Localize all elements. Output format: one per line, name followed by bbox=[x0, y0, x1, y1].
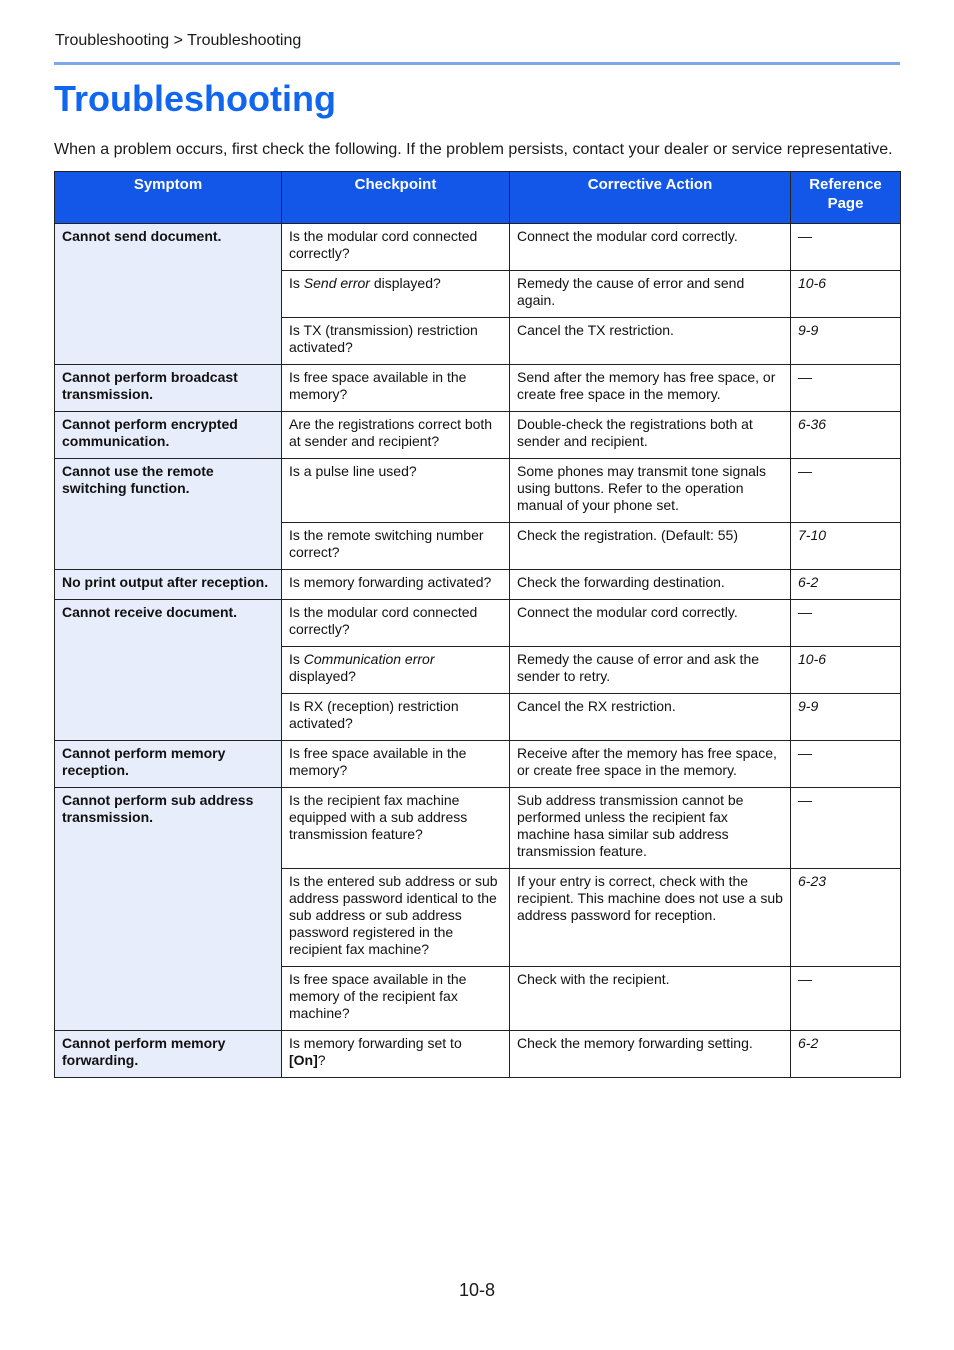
symptom-cell: Cannot perform memory forwarding. bbox=[55, 1031, 282, 1078]
table-body bbox=[55, 224, 901, 1078]
reference-page-cell: 6-23 bbox=[791, 869, 901, 967]
checkpoint-cell: Is free space available in the memory of the recipient fax machine? bbox=[282, 967, 510, 1031]
checkpoint-cell: Is memory forwarding activated? bbox=[282, 570, 510, 600]
reference-page-cell: 9-9 bbox=[791, 318, 901, 365]
checkpoint-cell: Is the entered sub address or sub address password identical to the sub address or sub address password registered in the recipient fax machine? bbox=[282, 869, 510, 967]
table-row bbox=[55, 570, 901, 600]
reference-page-cell: 7-10 bbox=[791, 523, 901, 570]
checkpoint-cell: Are the registrations correct both at sender and recipient? bbox=[282, 412, 510, 459]
corrective-action-cell: Cancel the RX restriction. bbox=[510, 694, 791, 741]
corrective-action-cell: If your entry is correct, check with the recipient. This machine does not use a sub address password for reception. bbox=[510, 869, 791, 967]
header-symptom: Symptom bbox=[55, 172, 282, 224]
checkpoint-cell: Is the modular cord connected correctly? bbox=[282, 224, 510, 271]
checkpoint-cell: Is free space available in the memory? bbox=[282, 365, 510, 412]
checkpoint-emphasis: Send error bbox=[303, 275, 370, 291]
corrective-action-cell: Cancel the TX restriction. bbox=[510, 318, 791, 365]
checkpoint-text: displayed? bbox=[369, 275, 441, 291]
intro-text: When a problem occurs, first check the following. If the problem persists, contact your dealer or service representative. bbox=[54, 141, 893, 158]
table-row bbox=[55, 788, 901, 869]
table-row bbox=[55, 600, 901, 647]
corrective-action-cell: Connect the modular cord correctly. bbox=[510, 224, 791, 271]
checkpoint-text: Is memory forwarding set to bbox=[289, 1035, 462, 1051]
symptom-cell: Cannot send document. bbox=[55, 224, 282, 365]
checkpoint-cell: Is the remote switching number correct? bbox=[282, 523, 510, 570]
corrective-action-cell: Receive after the memory has free space, or create free space in the memory. bbox=[510, 741, 791, 788]
checkpoint-emphasis: Communication error bbox=[303, 651, 435, 667]
reference-page-cell: — bbox=[791, 365, 901, 412]
reference-page-cell: 6-36 bbox=[791, 412, 901, 459]
table-row bbox=[55, 412, 901, 459]
symptom-cell: Cannot perform encrypted communication. bbox=[55, 412, 282, 459]
checkpoint-text: ? bbox=[317, 1052, 326, 1068]
checkpoint-text: Is bbox=[289, 651, 304, 667]
symptom-cell: Cannot perform broadcast transmission. bbox=[55, 365, 282, 412]
reference-page-cell: — bbox=[791, 224, 901, 271]
checkpoint-cell: Is TX (transmission) restriction activated? bbox=[282, 318, 510, 365]
checkpoint-cell: Is the recipient fax machine equipped with a sub address transmission feature? bbox=[282, 788, 510, 869]
checkpoint-cell: Is a pulse line used? bbox=[282, 459, 510, 523]
corrective-action-cell: Double-check the registrations both at sender and recipient. bbox=[510, 412, 791, 459]
symptom-cell: Cannot perform memory reception. bbox=[55, 741, 282, 788]
table-row bbox=[55, 224, 901, 271]
checkpoint-cell bbox=[282, 1031, 510, 1078]
table-row bbox=[55, 741, 901, 788]
checkpoint-cell: Is the modular cord connected correctly? bbox=[282, 600, 510, 647]
reference-page-cell: 6-2 bbox=[791, 1031, 901, 1078]
checkpoint-cell: Is free space available in the memory? bbox=[282, 741, 510, 788]
reference-page-cell: — bbox=[791, 459, 901, 523]
reference-page-cell: — bbox=[791, 741, 901, 788]
symptom-cell: Cannot use the remote switching function. bbox=[55, 459, 282, 570]
checkpoint-cell: Is RX (reception) restriction activated? bbox=[282, 694, 510, 741]
corrective-action-cell: Sub address transmission cannot be performed unless the recipient fax machine hasa similar sub address transmission feature. bbox=[510, 788, 791, 869]
reference-page-cell: 10-6 bbox=[791, 271, 901, 318]
reference-page-cell: 9-9 bbox=[791, 694, 901, 741]
corrective-action-cell: Some phones may transmit tone signals using buttons. Refer to the operation manual of your phone set. bbox=[510, 459, 791, 523]
reference-page-cell: 6-2 bbox=[791, 570, 901, 600]
header-checkpoint: Checkpoint bbox=[282, 172, 510, 224]
table-header-row bbox=[55, 172, 901, 224]
corrective-action-cell: Send after the memory has free space, or create free space in the memory. bbox=[510, 365, 791, 412]
header-divider bbox=[54, 62, 900, 65]
corrective-action-cell: Connect the modular cord correctly. bbox=[510, 600, 791, 647]
checkpoint-cell bbox=[282, 647, 510, 694]
header-corrective-action: Corrective Action bbox=[510, 172, 791, 224]
corrective-action-cell: Remedy the cause of error and ask the sender to retry. bbox=[510, 647, 791, 694]
table-row bbox=[55, 459, 901, 523]
checkpoint-text: displayed? bbox=[289, 668, 356, 684]
checkpoint-text: Is bbox=[289, 275, 304, 291]
symptom-cell: No print output after reception. bbox=[55, 570, 282, 600]
reference-page-cell: — bbox=[791, 600, 901, 647]
troubleshooting-table bbox=[54, 171, 901, 1078]
reference-page-cell: 10-6 bbox=[791, 647, 901, 694]
corrective-action-cell: Remedy the cause of error and send again. bbox=[510, 271, 791, 318]
header-reference-page: Reference Page bbox=[791, 172, 901, 224]
corrective-action-cell: Check the memory forwarding setting. bbox=[510, 1031, 791, 1078]
reference-page-cell: — bbox=[791, 967, 901, 1031]
page-title: Troubleshooting bbox=[54, 78, 336, 119]
corrective-action-cell: Check with the recipient. bbox=[510, 967, 791, 1031]
corrective-action-cell: Check the forwarding destination. bbox=[510, 570, 791, 600]
page-number: 10-8 bbox=[458, 1280, 496, 1300]
reference-page-cell: — bbox=[791, 788, 901, 869]
symptom-cell: Cannot perform sub address transmission. bbox=[55, 788, 282, 1031]
checkpoint-cell bbox=[282, 271, 510, 318]
symptom-cell: Cannot receive document. bbox=[55, 600, 282, 741]
breadcrumb: Troubleshooting > Troubleshooting bbox=[55, 32, 302, 49]
table-row bbox=[55, 365, 901, 412]
table-row bbox=[55, 1031, 901, 1078]
checkpoint-emphasis: [On] bbox=[289, 1052, 318, 1068]
corrective-action-cell: Check the registration. (Default: 55) bbox=[510, 523, 791, 570]
